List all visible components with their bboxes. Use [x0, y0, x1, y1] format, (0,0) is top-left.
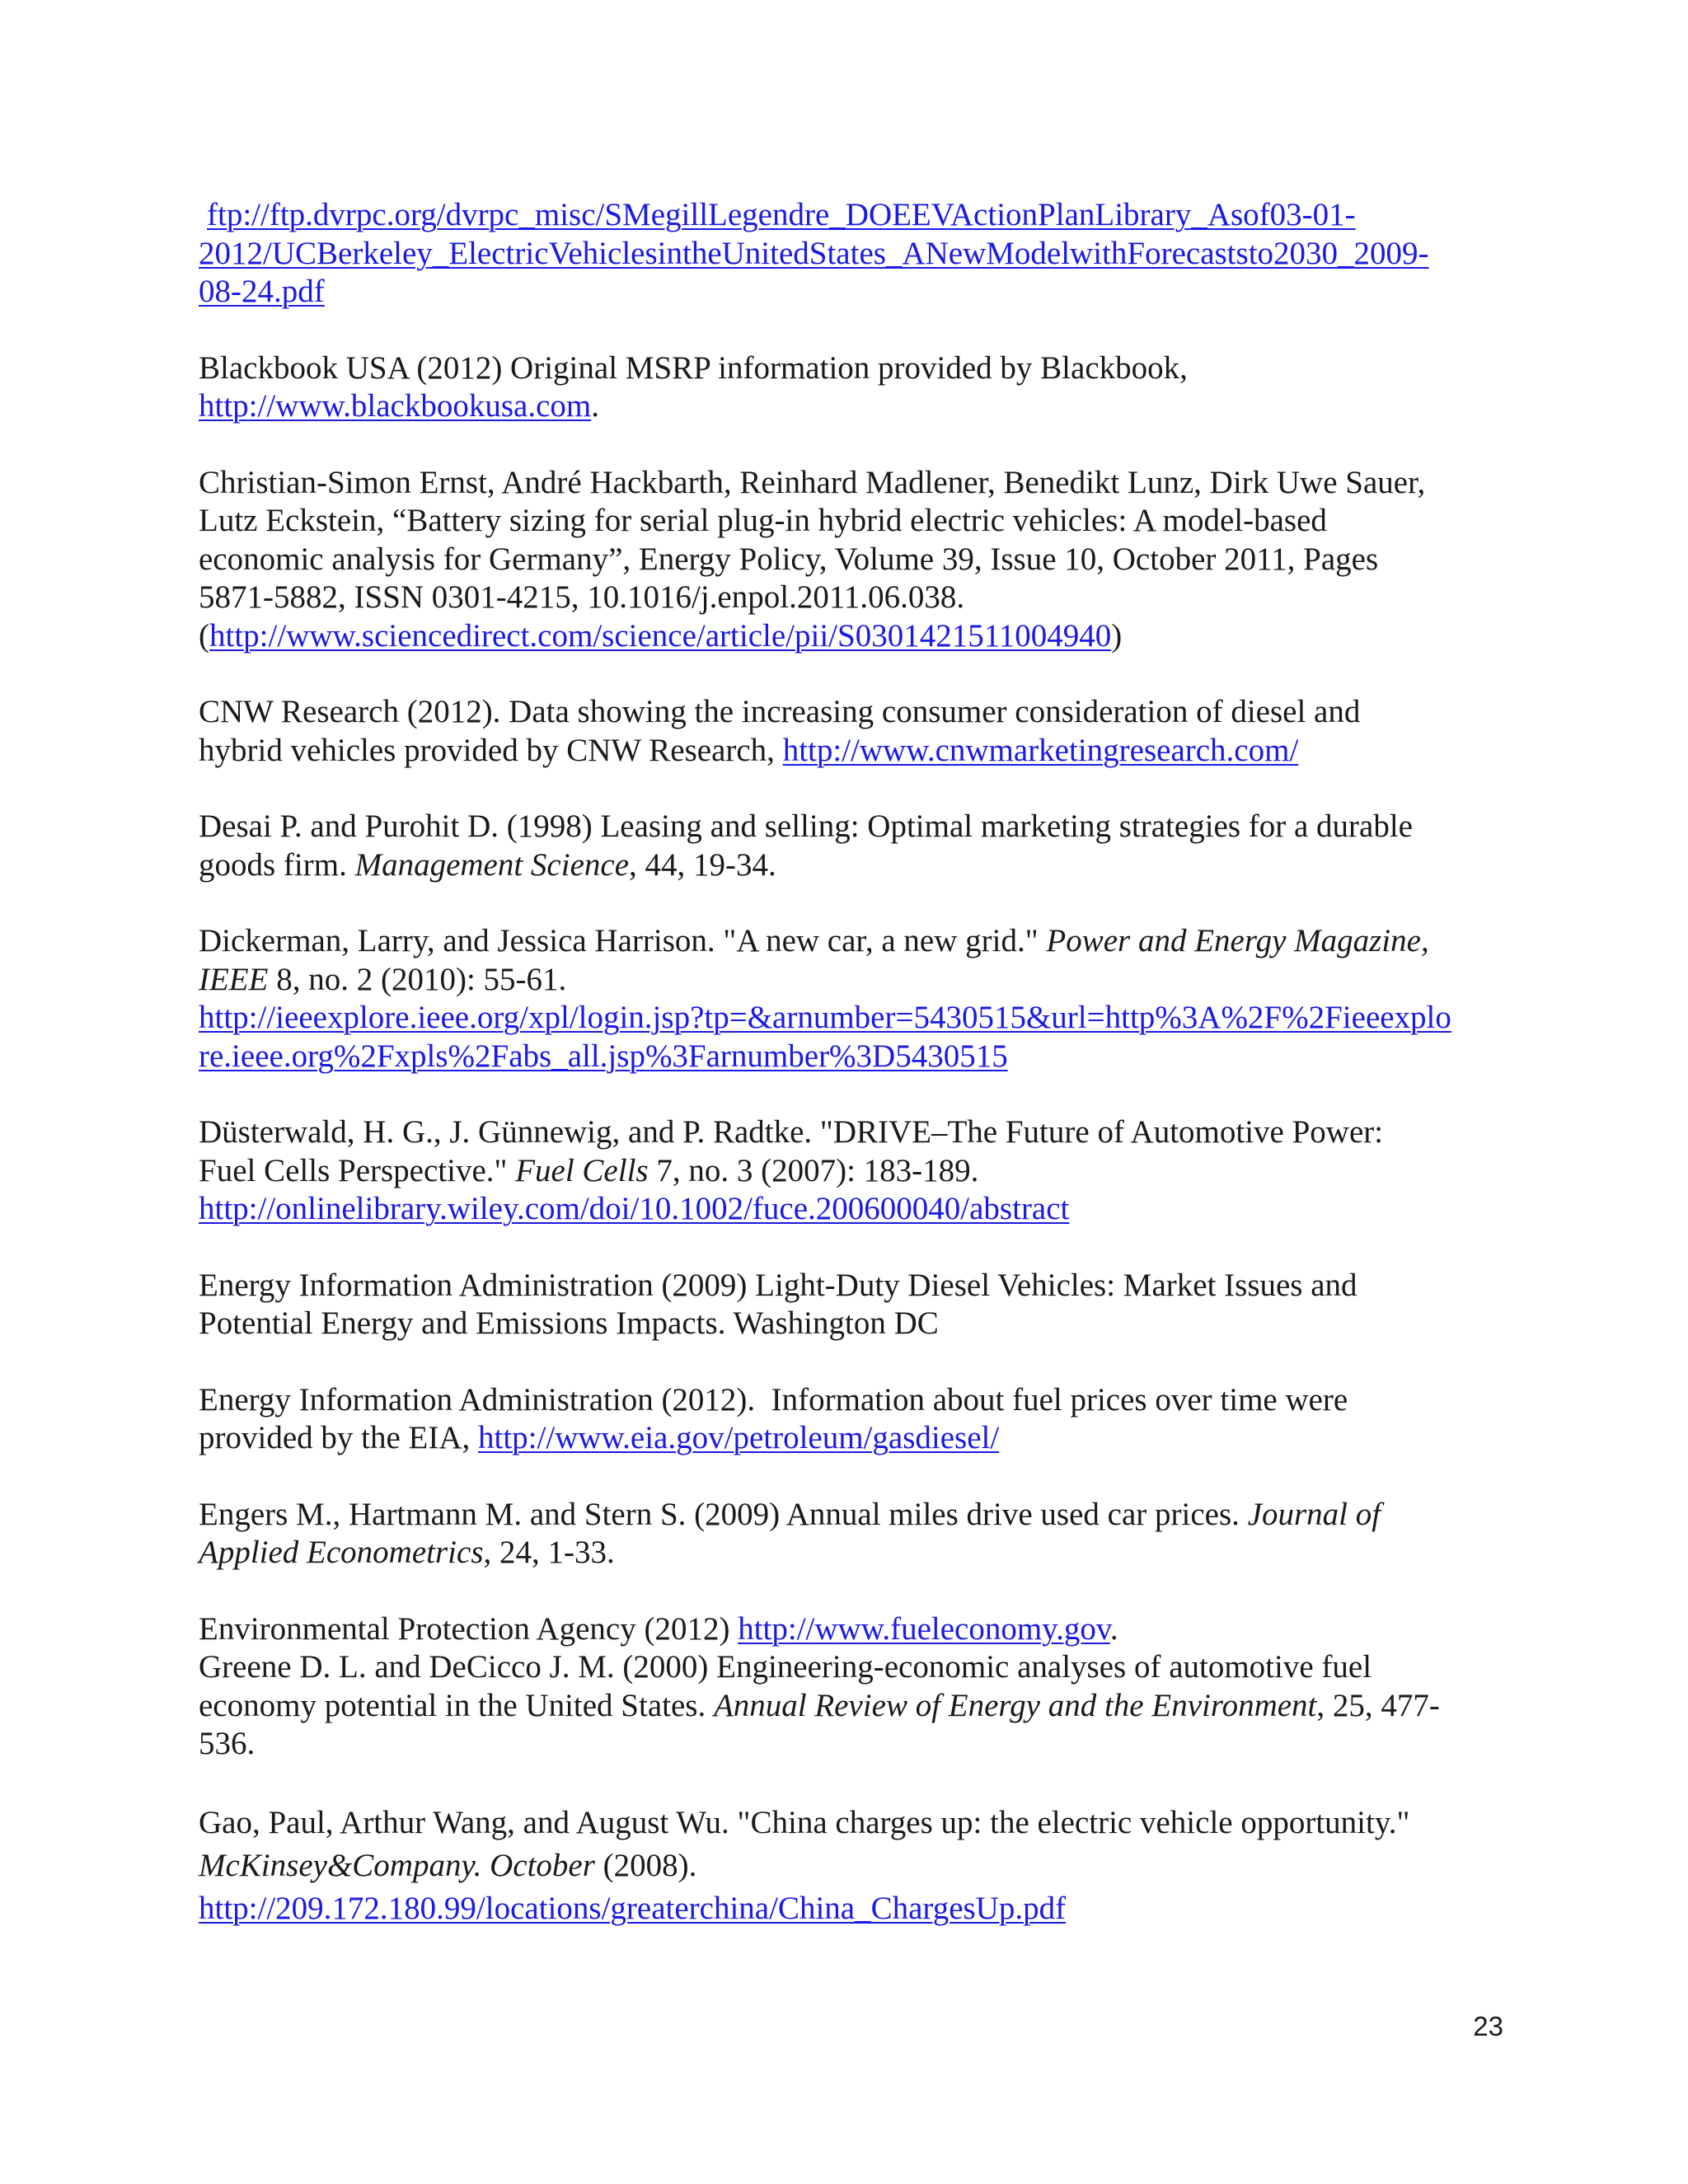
- epa-text: Environmental Protection Agency (2012): [199, 1610, 738, 1647]
- reference-dickerman: [199, 922, 1501, 1076]
- ucberkeley-link-line-1: ftp://ftp.dvrpc.org/dvrpc_misc/SMegillLegendre_DOEEVActionPlanLibrary_Asof03-01-: [207, 197, 1356, 232]
- epa-link[interactable]: http://www.fueleconomy.gov: [738, 1610, 1110, 1647]
- gao-journal: McKinsey&Company. October: [199, 1847, 595, 1883]
- greene-line-2-post: , 25, 477-: [1316, 1687, 1440, 1723]
- dickerman-journal-2: IEEE: [199, 961, 269, 997]
- reference-desai: [199, 808, 1501, 884]
- reference-ernst: [199, 464, 1501, 656]
- cnw-line-2: hybrid vehicles provided by CNW Research,: [199, 732, 783, 768]
- reference-gao: [199, 1802, 1501, 1930]
- ernst-close-paren: ): [1111, 617, 1123, 654]
- gao-link[interactable]: http://209.172.180.99/locations/greaterchina/China_ChargesUp.pdf: [199, 1890, 1067, 1926]
- dickerman-link-line-1: http://ieeexplore.ieee.org/xpl/login.jsp?tp=&arnumber=5430515&url=http%3A%2F%2Fieeexplo: [199, 1000, 1451, 1035]
- desai-line-2-post: , 44, 19-34.: [629, 846, 776, 883]
- blackbook-period: .: [591, 388, 599, 424]
- desai-line-1: Desai P. and Purohit D. (1998) Leasing and selling: Optimal marketing strategies for a durable: [199, 808, 1413, 844]
- ucberkeley-link-line-2: 2012/UCBerkeley_ElectricVehiclesintheUnitedStates_ANewModelwithForecaststo2030_2009-: [199, 235, 1429, 271]
- dusterwald-line-2-pre: Fuel Cells Perspective.": [199, 1152, 516, 1188]
- cnw-link[interactable]: http://www.cnwmarketingresearch.com/: [782, 732, 1299, 768]
- dickerman-link[interactable]: [199, 999, 1501, 1076]
- greene-journal: Annual Review of Energy and the Environment: [713, 1687, 1317, 1723]
- ucberkeley-link-line-3: 08-24.pdf: [199, 274, 325, 309]
- dusterwald-line-2-post: 7, no. 3 (2007): 183-189.: [648, 1152, 979, 1188]
- gao-line-2-post: (2008).: [594, 1847, 697, 1883]
- blackbook-text: Blackbook USA (2012) Original MSRP information provided by Blackbook,: [199, 349, 1188, 386]
- dusterwald-link[interactable]: http://onlinelibrary.wiley.com/doi/10.1002/fuce.200600040/abstract: [199, 1191, 1070, 1226]
- reference-cnw: [199, 693, 1501, 770]
- greene-line-3: 536.: [199, 1726, 256, 1761]
- ernst-line-4: 5871-5882, ISSN 0301-4215, 10.1016/j.enpol.2011.06.038.: [199, 579, 965, 615]
- ucberkeley-link[interactable]: [199, 196, 1501, 312]
- ernst-line-3: economic analysis for Germany”, Energy Policy, Volume 39, Issue 10, October 2011, Pages: [199, 541, 1379, 577]
- reference-ucberkeley-url: [199, 196, 1501, 312]
- gao-line-1: Gao, Paul, Arthur Wang, and August Wu. "China charges up: the electric vehicle opportunity.": [199, 1804, 1410, 1840]
- desai-line-2-pre: goods firm.: [199, 846, 355, 883]
- eia2009-line-2: Potential Energy and Emissions Impacts. Washington DC: [199, 1305, 939, 1341]
- ernst-line-2: Lutz Eckstein, “Battery sizing for serial plug-in hybrid electric vehicles: A model-based: [199, 503, 1327, 538]
- dickerman-link-line-2: re.ieee.org%2Fxpls%2Fabs_all.jsp%3Farnumber%3D5430515: [199, 1038, 1008, 1074]
- greene-line-2-pre: economy potential in the United States.: [199, 1687, 714, 1723]
- dusterwald-journal: Fuel Cells: [515, 1152, 649, 1188]
- eia2009-line-1: Energy Information Administration (2009) Light-Duty Diesel Vehicles: Market Issues and: [199, 1267, 1357, 1303]
- reference-greene: [199, 1648, 1501, 1764]
- engers-line-1-pre: Engers M., Hartmann M. and Stern S. (2009) Annual miles drive used car prices.: [199, 1496, 1248, 1532]
- greene-line-1: Greene D. L. and DeCicco J. M. (2000) Engineering-economic analyses of automotive fuel: [199, 1649, 1372, 1685]
- cnw-line-1: CNW Research (2012). Data showing the increasing consumer consideration of diesel and: [199, 694, 1361, 729]
- reference-blackbook: [199, 349, 1501, 426]
- reference-eia-2012: [199, 1381, 1501, 1458]
- reference-eia-2009: [199, 1267, 1501, 1343]
- eia2012-line-1: Energy Information Administration (2012). Information about fuel prices over time were: [199, 1381, 1348, 1418]
- engers-line-2-post: , 24, 1-33.: [483, 1535, 615, 1570]
- dickerman-journal-1: Power and Energy Magazine,: [1046, 923, 1429, 958]
- dickerman-line-2-post: 8, no. 2 (2010): 55-61.: [268, 961, 567, 997]
- blackbook-link[interactable]: http://www.blackbookusa.com: [199, 388, 592, 424]
- ernst-link[interactable]: http://www.sciencedirect.com/science/article/pii/S0301421511004940: [209, 617, 1112, 654]
- engers-journal-2: Applied Econometrics: [199, 1535, 484, 1570]
- ernst-line-1: Christian-Simon Ernst, André Hackbarth, Reinhard Madlener, Benedikt Lunz, Dirk Uwe Sauer,: [199, 464, 1426, 500]
- reference-dusterwald: [199, 1113, 1501, 1229]
- epa-period: .: [1109, 1610, 1118, 1647]
- engers-journal-1: Journal of: [1247, 1496, 1381, 1532]
- eia2012-line-2: provided by the EIA,: [199, 1420, 479, 1455]
- dusterwald-line-1: Düsterwald, H. G., J. Günnewig, and P. Radtke. "DRIVE–The Future of Automotive Power:: [199, 1114, 1384, 1150]
- dickerman-line-1-pre: Dickerman, Larry, and Jessica Harrison. "A new car, a new grid.": [199, 923, 1047, 958]
- reference-epa: [199, 1610, 1501, 1649]
- desai-journal: Management Science: [354, 846, 630, 883]
- ernst-open-paren: (: [199, 617, 209, 654]
- page-number: 23: [1473, 2011, 1503, 2041]
- reference-engers: [199, 1496, 1501, 1572]
- reference-list: [199, 196, 1501, 1968]
- eia-link[interactable]: http://www.eia.gov/petroleum/gasdiesel/: [478, 1420, 1000, 1455]
